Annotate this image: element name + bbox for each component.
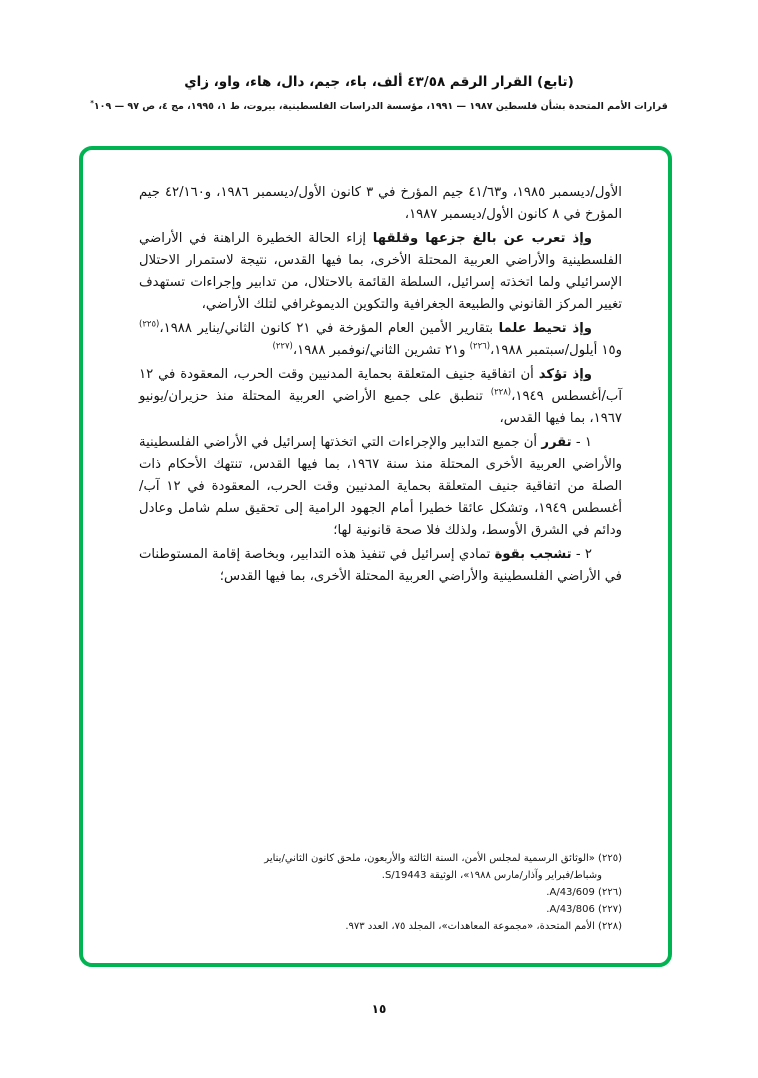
text-segment: و٢١ تشرين الثاني/نوفمبر ١٩٨٨، [292, 343, 470, 358]
body-paragraph [139, 318, 622, 362]
body-paragraph [139, 544, 622, 588]
paragraph-lead: تشجب بقوة [494, 547, 572, 562]
text-segment: إزاء الحالة الخطيرة الراهنة في الأراضي الفلسطينية والأراضي العربية المحتلة الأخرى، بما فيها القدس، نتيجة لاستمرار الاحتلال الإسرائيلي ولما اتخذته إسرائيل، السلطة القائمة بالاحتلال، من تدابير وإجراءات تستهدف تغيير المركز القانوني والطبيعة الجغرافية والتكوين الديموغرافي لتلك الأراضي، [139, 231, 622, 312]
page-number: ١٥ [371, 1002, 387, 1016]
document-title: (تابع) القرار الرقم ٤٣/٥٨ ألف، باء، جيم، دال، هاء، واو، زاي [184, 74, 574, 90]
footnotes-list [230, 850, 622, 935]
footnote-item: (٢٢٨) الأمم المتحدة، «مجموعة المعاهدات»، المجلد ٧٥، العدد ٩٧٣. [345, 921, 622, 932]
text-segment: الأول/ديسمبر ١٩٨٥، و٤١/٦٣ جيم المؤرخ في ٣ كانون الأول/ديسمبر ١٩٨٦، و٤٢/١٦٠ جيم المؤرخ في ٨ كانون الأول/ديسمبر ١٩٨٧، [139, 185, 622, 222]
text-segment: و١٥ أيلول/سبتمبر ١٩٨٨، [490, 343, 622, 358]
body-paragraph [139, 182, 622, 226]
footnote-item: (٢٢٧) A/43/806. [546, 904, 622, 915]
paragraph-lead: وإذ تعرب عن بالغ جزعها وقلقها [372, 231, 592, 246]
text-segment: ١ - [571, 435, 592, 450]
text-segment: تنطبق على جميع الأراضي العربية المحتلة منذ حزيران/يونيو ١٩٦٧، بما فيها القدس، [139, 389, 622, 426]
source-citation [0, 99, 758, 112]
footnote-item: (٢٢٥) «الوثائق الرسمية لمجلس الأمن، السنة الثالثة والأربعون، ملحق كانون الثاني/يناير وشباط/فبراير وآذار/مارس ١٩٨٨»، الوثيقة S/19443. [264, 853, 622, 881]
footnote-reference: (٢٢٥) [139, 319, 160, 330]
footnote-reference: (٢٢٦) [469, 341, 491, 352]
source-citation-marker: * [90, 99, 94, 107]
page-header [0, 74, 758, 112]
text-segment: بتقارير الأمين العام المؤرخة في ٢١ كانون الثاني/يناير ١٩٨٨، [159, 321, 499, 336]
text-segment: تمادي إسرائيل في تنفيذ هذه التدابير، وبخاصة إقامة المستوطنات في الأراضي الفلسطينية والأراضي العربية المحتلة الأخرى، بما فيها القدس؛ [139, 547, 622, 584]
footnote-item: (٢٢٦) A/43/609. [546, 887, 622, 898]
footnote-reference: (٢٢٨) [490, 387, 512, 398]
paragraph-lead: وإذ تحيط علما [498, 321, 593, 336]
paragraph-lead: وإذ تؤكد [538, 367, 592, 382]
body-text [139, 182, 622, 590]
source-citation-text: قرارات الأمم المتحدة بشأن فلسطين ١٩٨٧ — ١٩٩١، مؤسسة الدراسات الفلسطينية، بيروت، ط ١، ١٩٩٥، مج ٤، ص ٩٧ — ١٠٩ [93, 101, 668, 113]
text-segment: أن اتفاقية جنيف المتعلقة بحماية المدنيين وقت الحرب، المعقودة في ١٢ آب/أغسطس ١٩٤٩، [139, 367, 622, 404]
footnote-reference: (٢٢٧) [272, 341, 293, 352]
body-paragraph [139, 364, 622, 430]
body-paragraph [139, 228, 622, 316]
text-segment: أن جميع التدابير والإجراءات التي اتخذتها إسرائيل في الأراضي الفلسطينية والأراضي العربية الأخرى المحتلة منذ سنة ١٩٦٧، بما فيها القدس، تنتهك الأحكام ذات الصلة من اتفاقية جنيف المتعلقة بحماية المدنيين وقت الحرب، المعقودة في ١٢ آب/أغسطس ١٩٤٩، وتشكل عائقا خطيرا أمام الجهود الرامية إلى تحقيق سلم شامل وعادل ودائم في الشرق الأوسط، ولذلك فلا صحة قانونية لها؛ [139, 435, 623, 538]
text-segment: ٢ - [571, 547, 592, 562]
highlight-border-box [79, 146, 672, 967]
paragraph-lead: تقرر [541, 435, 572, 450]
body-paragraph [139, 432, 622, 542]
